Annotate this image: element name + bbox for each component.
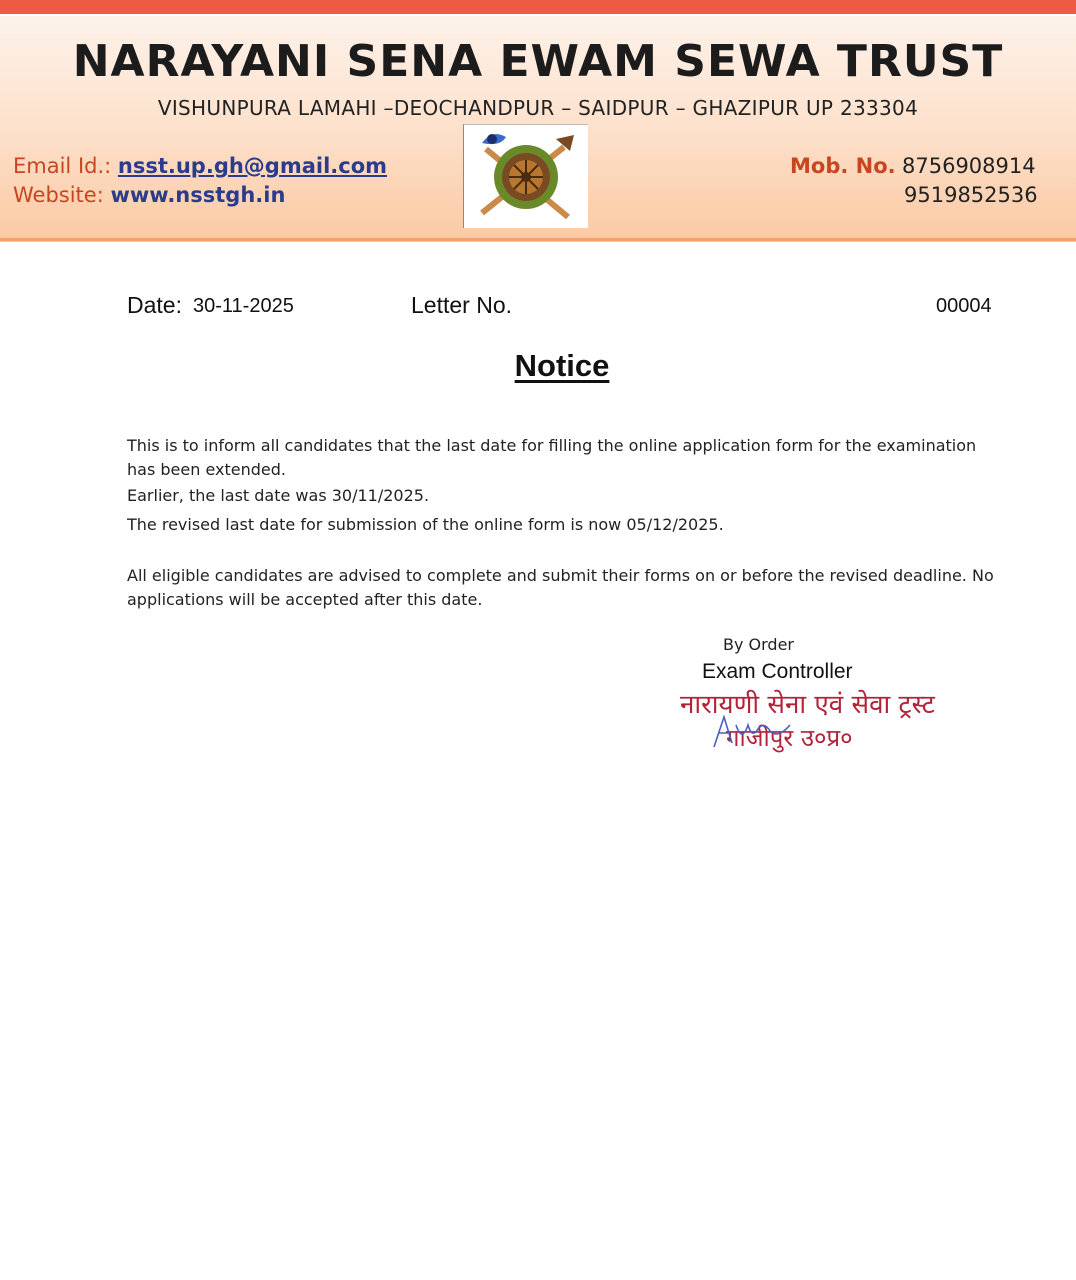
mobile-number-1[interactable]: 8756908914	[902, 154, 1036, 178]
email-link[interactable]: nsst.up.gh@gmail.com	[117, 154, 388, 178]
notice-paragraph-1: This is to inform all candidates that the last date for filling the online application form for the examination has been extended.	[127, 436, 977, 479]
organization-address: VISHUNPURA LAMAHI –DEOCHANDPUR – SAIDPUR – GHAZIPUR UP 233304	[157, 96, 919, 120]
trust-emblem-icon	[463, 124, 588, 228]
notice-paragraph-4: All eligible candidates are advised to complete and submit their forms on or before the revised deadline. No applications will be accepted after this date.	[127, 566, 994, 609]
notice-paragraph-2: Earlier, the last date was 30/11/2025.	[127, 486, 430, 505]
email-label: Email Id.:	[13, 154, 118, 178]
letter-number: 00004	[936, 295, 992, 317]
top-accent-bar	[0, 0, 1076, 14]
email-row	[13, 152, 387, 181]
mobile-number-2[interactable]: 9519852536	[904, 183, 1038, 207]
date-label: Date:	[127, 292, 182, 318]
header-divider	[0, 238, 1076, 241]
handwritten-signature-icon	[710, 703, 800, 753]
organization-name: NARAYANI SENA EWAM SEWA TRUST	[72, 36, 1004, 87]
exam-controller-title: Exam Controller	[702, 660, 853, 683]
seal-line-2: गाजीपुर उ०प्र०	[726, 724, 853, 752]
date-value: 30-11-2025	[193, 295, 294, 317]
mobile-row-1	[790, 152, 1038, 181]
website-label: Website:	[13, 183, 111, 207]
notice-title: Notice	[514, 348, 610, 383]
contact-right	[790, 152, 1038, 210]
seal-line-1: नारायणी सेना एवं सेवा ट्रस्ट	[680, 690, 935, 720]
letter-no-label: Letter No.	[411, 292, 512, 318]
contact-left	[13, 152, 387, 210]
letterhead	[0, 14, 1076, 242]
by-order-text: By Order	[723, 635, 794, 654]
official-seal	[670, 685, 935, 765]
mobile-label: Mob. No.	[790, 154, 896, 178]
notice-paragraph-3: The revised last date for submission of the online form is now 05/12/2025.	[127, 515, 724, 534]
website-row	[13, 181, 387, 210]
website-link[interactable]: www.nsstgh.in	[110, 183, 286, 207]
